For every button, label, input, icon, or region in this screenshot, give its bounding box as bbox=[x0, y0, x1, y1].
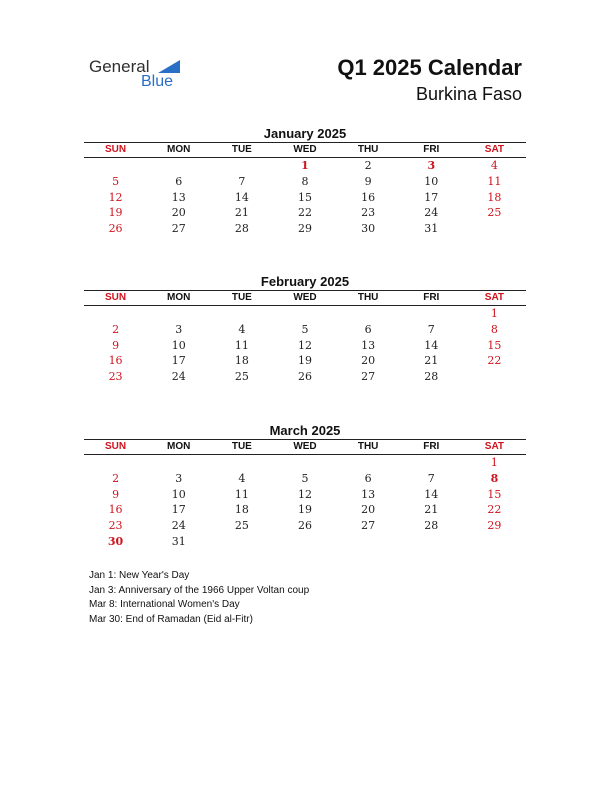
week-row bbox=[84, 174, 526, 190]
day-cell: 8 bbox=[490, 322, 498, 336]
weekday-header-mon: MON bbox=[147, 440, 210, 455]
day-cell: 18 bbox=[234, 354, 249, 368]
day-cell: 25 bbox=[487, 206, 502, 220]
day-cell: 28 bbox=[424, 370, 439, 384]
weekday-header-fri: FRI bbox=[400, 291, 463, 306]
day-cell: 1 bbox=[301, 159, 309, 172]
weekday-header-sun: SUN bbox=[84, 143, 147, 158]
day-cell: 1 bbox=[490, 307, 498, 320]
weekday-header-thu: THU bbox=[337, 143, 400, 158]
day-cell: 6 bbox=[364, 471, 372, 485]
day-cell: 24 bbox=[171, 370, 186, 384]
week-row bbox=[84, 158, 526, 174]
calendar-grid bbox=[84, 439, 526, 550]
day-cell: 26 bbox=[297, 370, 312, 384]
day-cell: 23 bbox=[108, 370, 123, 384]
page-title: Q1 2025 Calendar bbox=[337, 55, 522, 80]
weekday-header-row bbox=[84, 291, 526, 306]
month-march bbox=[84, 422, 526, 550]
week-row bbox=[84, 190, 526, 206]
day-cell: 27 bbox=[361, 370, 376, 384]
day-cell: 17 bbox=[171, 354, 186, 368]
day-cell: 22 bbox=[487, 354, 502, 368]
day-cell: 3 bbox=[175, 322, 183, 336]
day-cell: 26 bbox=[108, 222, 123, 236]
day-cell: 13 bbox=[361, 487, 376, 501]
week-row bbox=[84, 369, 526, 385]
day-cell: 8 bbox=[490, 471, 499, 485]
day-cell: 31 bbox=[171, 534, 186, 548]
weekday-header-thu: THU bbox=[337, 291, 400, 306]
day-cell: 24 bbox=[424, 206, 439, 220]
week-row bbox=[84, 502, 526, 518]
day-cell: 19 bbox=[297, 354, 312, 368]
day-cell: 25 bbox=[234, 519, 249, 533]
empty-cell bbox=[147, 306, 210, 322]
day-cell: 14 bbox=[424, 338, 439, 352]
day-cell: 3 bbox=[427, 159, 436, 172]
week-row bbox=[84, 518, 526, 534]
empty-cell bbox=[463, 534, 526, 550]
week-row bbox=[84, 322, 526, 338]
page-subtitle: Burkina Faso bbox=[415, 84, 522, 104]
day-cell: 2 bbox=[364, 159, 372, 172]
holiday-notes bbox=[89, 569, 309, 627]
day-cell: 16 bbox=[108, 354, 123, 368]
day-cell: 18 bbox=[234, 503, 249, 517]
day-cell: 3 bbox=[175, 471, 183, 485]
day-cell: 2 bbox=[112, 322, 120, 336]
day-cell: 10 bbox=[171, 487, 186, 501]
day-cell: 22 bbox=[297, 206, 312, 220]
holiday-note: Jan 3: Anniversary of the 1966 Upper Voltan coup bbox=[89, 584, 310, 596]
week-row bbox=[84, 487, 526, 503]
day-cell: 13 bbox=[361, 338, 376, 352]
day-cell: 23 bbox=[361, 206, 376, 220]
week-row bbox=[84, 221, 526, 237]
week-row bbox=[84, 353, 526, 369]
weekday-header-wed: WED bbox=[273, 291, 336, 306]
day-cell: 29 bbox=[487, 519, 502, 533]
day-cell: 15 bbox=[487, 338, 502, 352]
day-cell: 19 bbox=[297, 503, 312, 517]
day-cell: 15 bbox=[297, 190, 312, 204]
day-cell: 17 bbox=[171, 503, 186, 517]
day-cell: 24 bbox=[171, 519, 186, 533]
empty-cell bbox=[400, 534, 463, 550]
weekday-header-row bbox=[84, 143, 526, 158]
day-cell: 27 bbox=[171, 222, 186, 236]
empty-cell bbox=[147, 158, 210, 174]
empty-cell bbox=[400, 306, 463, 322]
generalblue-logo bbox=[89, 57, 199, 97]
day-cell: 14 bbox=[424, 487, 439, 501]
empty-cell bbox=[84, 158, 147, 174]
month-title: February 2025 bbox=[260, 274, 350, 289]
day-cell: 21 bbox=[424, 354, 439, 368]
day-cell: 7 bbox=[427, 471, 435, 485]
day-cell: 18 bbox=[487, 190, 502, 204]
weekday-header-sun: SUN bbox=[84, 291, 147, 306]
week-row bbox=[84, 455, 526, 471]
day-cell: 31 bbox=[424, 222, 439, 236]
day-cell: 30 bbox=[361, 222, 376, 236]
day-cell: 10 bbox=[424, 174, 439, 188]
day-cell: 23 bbox=[108, 519, 123, 533]
week-row bbox=[84, 534, 526, 550]
day-cell: 27 bbox=[361, 519, 376, 533]
day-cell: 28 bbox=[424, 519, 439, 533]
day-cell: 12 bbox=[297, 487, 312, 501]
day-cell: 26 bbox=[297, 519, 312, 533]
day-cell: 12 bbox=[297, 338, 312, 352]
weekday-header-tue: TUE bbox=[210, 143, 273, 158]
empty-cell bbox=[210, 306, 273, 322]
empty-cell bbox=[337, 306, 400, 322]
weekday-header-fri: FRI bbox=[400, 440, 463, 455]
weekday-header-wed: WED bbox=[273, 143, 336, 158]
weekday-header-mon: MON bbox=[147, 143, 210, 158]
month-january bbox=[84, 125, 526, 237]
day-cell: 9 bbox=[112, 487, 120, 501]
calendar-grid bbox=[84, 290, 526, 385]
weekday-header-tue: TUE bbox=[210, 440, 273, 455]
day-cell: 5 bbox=[112, 174, 120, 188]
weekday-header-sat: SAT bbox=[463, 291, 526, 306]
empty-cell bbox=[210, 158, 273, 174]
day-cell: 4 bbox=[238, 471, 246, 485]
empty-cell bbox=[273, 455, 336, 471]
day-cell: 4 bbox=[238, 322, 246, 336]
weekday-header-mon: MON bbox=[147, 291, 210, 306]
day-cell: 16 bbox=[108, 503, 123, 517]
empty-cell bbox=[273, 306, 336, 322]
logo-triangle-icon bbox=[158, 60, 180, 73]
day-cell: 4 bbox=[490, 159, 498, 172]
weekday-header-wed: WED bbox=[273, 440, 336, 455]
week-row bbox=[84, 471, 526, 487]
day-cell: 21 bbox=[234, 206, 249, 220]
month-february bbox=[84, 273, 526, 385]
day-cell: 25 bbox=[234, 370, 249, 384]
day-cell: 11 bbox=[234, 338, 249, 352]
day-cell: 8 bbox=[301, 174, 309, 188]
day-cell: 2 bbox=[112, 471, 120, 485]
day-cell: 29 bbox=[297, 222, 312, 236]
day-cell: 21 bbox=[424, 503, 439, 517]
day-cell: 7 bbox=[238, 174, 246, 188]
day-cell: 14 bbox=[234, 190, 249, 204]
day-cell: 6 bbox=[364, 322, 372, 336]
weekday-header-sat: SAT bbox=[463, 440, 526, 455]
empty-cell bbox=[337, 534, 400, 550]
day-cell: 5 bbox=[301, 471, 309, 485]
day-cell: 19 bbox=[108, 206, 123, 220]
holiday-note: Mar 8: International Women's Day bbox=[89, 599, 240, 610]
day-cell: 11 bbox=[234, 487, 249, 501]
weekday-header-tue: TUE bbox=[210, 291, 273, 306]
week-row bbox=[84, 205, 526, 221]
day-cell: 10 bbox=[171, 338, 186, 352]
weekday-header-thu: THU bbox=[337, 440, 400, 455]
month-title: January 2025 bbox=[263, 126, 347, 141]
empty-cell bbox=[463, 221, 526, 237]
day-cell: 12 bbox=[108, 190, 123, 204]
day-cell: 16 bbox=[361, 190, 376, 204]
day-cell: 28 bbox=[234, 222, 249, 236]
day-cell: 20 bbox=[361, 503, 376, 517]
day-cell: 17 bbox=[424, 190, 439, 204]
weekday-header-sat: SAT bbox=[463, 143, 526, 158]
empty-cell bbox=[210, 455, 273, 471]
month-title: March 2025 bbox=[269, 423, 341, 438]
day-cell: 20 bbox=[171, 206, 186, 220]
day-cell: 1 bbox=[490, 456, 498, 469]
calendar-grid bbox=[84, 142, 526, 237]
day-cell: 5 bbox=[301, 322, 309, 336]
logo-text-general: General bbox=[89, 57, 150, 76]
holiday-note: Jan 1: New Year's Day bbox=[89, 570, 190, 581]
day-cell: 11 bbox=[487, 174, 502, 188]
day-cell: 22 bbox=[487, 503, 502, 517]
empty-cell bbox=[84, 455, 147, 471]
day-cell: 9 bbox=[364, 174, 372, 188]
empty-cell bbox=[400, 455, 463, 471]
empty-cell bbox=[84, 306, 147, 322]
weekday-header-fri: FRI bbox=[400, 143, 463, 158]
day-cell: 6 bbox=[175, 174, 183, 188]
empty-cell bbox=[210, 534, 273, 550]
empty-cell bbox=[273, 534, 336, 550]
week-row bbox=[84, 306, 526, 322]
logo-text-blue: Blue bbox=[141, 73, 174, 90]
day-cell: 20 bbox=[361, 354, 376, 368]
day-cell: 9 bbox=[112, 338, 120, 352]
weekday-header-row bbox=[84, 440, 526, 455]
empty-cell bbox=[463, 369, 526, 385]
empty-cell bbox=[147, 455, 210, 471]
week-row bbox=[84, 338, 526, 354]
day-cell: 7 bbox=[427, 322, 435, 336]
day-cell: 15 bbox=[487, 487, 502, 501]
empty-cell bbox=[337, 455, 400, 471]
weekday-header-sun: SUN bbox=[84, 440, 147, 455]
day-cell: 13 bbox=[171, 190, 186, 204]
holiday-note: Mar 30: End of Ramadan (Eid al-Fitr) bbox=[89, 613, 253, 625]
day-cell: 30 bbox=[107, 534, 124, 548]
